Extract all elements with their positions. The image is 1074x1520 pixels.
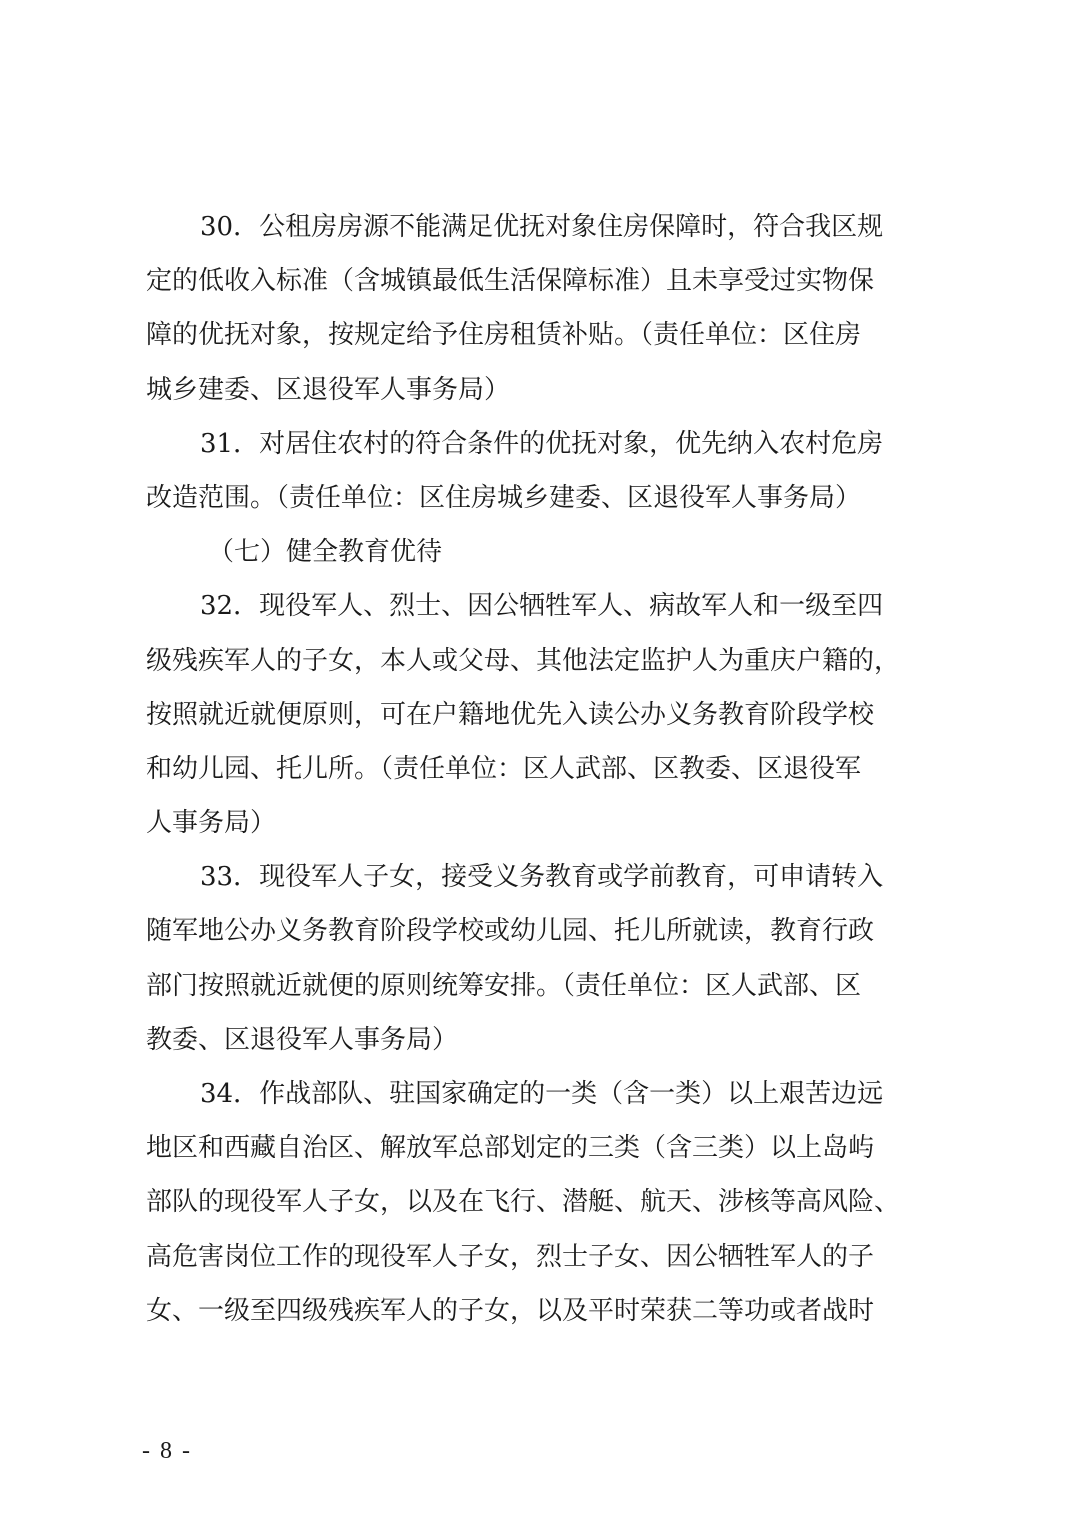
paragraph-30-line-1: 30．公租房房源不能满足优抚对象住房保障时，符合我区规 (200, 212, 884, 242)
paragraph-32-line-4: 和幼儿园、托儿所。（责任单位：区人武部、区教委、区退役军 (146, 753, 862, 784)
paragraph-34-line-2: 地区和西藏自治区、解放军总部划定的三类（含三类）以上岛屿 (146, 1133, 875, 1164)
paragraph-34-line-4: 高危害岗位工作的现役军人子女，烈士子女、因公牺牲军人的子 (146, 1241, 875, 1272)
section-heading-education: （七）健全教育优待 (208, 537, 443, 568)
page-number: - 8 - (142, 1438, 192, 1464)
paragraph-30-line-4: 城乡建委、区退役军人事务局） (146, 374, 511, 405)
paragraph-32-line-1: 32．现役军人、烈士、因公牺牲军人、病故军人和一级至四 (200, 591, 884, 622)
paragraph-33-line-4: 教委、区退役军人事务局） (146, 1024, 459, 1055)
paragraph-30-line-3: 障的优抚对象，按规定给予住房租赁补贴。（责任单位：区住房 (146, 320, 862, 351)
paragraph-33-line-3: 部门按照就近就便的原则统筹安排。（责任单位：区人武部、区 (146, 970, 862, 1001)
paragraph-30-line-2: 定的低收入标准（含城镇最低生活保障标准）且未享受过实物保 (146, 266, 875, 297)
document-body (146, 200, 942, 1338)
paragraph-33-line-1: 33．现役军人子女，接受义务教育或学前教育，可申请转入 (200, 862, 884, 893)
paragraph-31-line-1: 31．对居住农村的符合条件的优抚对象，优先纳入农村危房 (200, 428, 884, 459)
paragraph-34-line-3: 部队的现役军人子女，以及在飞行、潜艇、航天、涉核等高风险、 (146, 1187, 901, 1218)
paragraph-31-line-2: 改造范围。（责任单位：区住房城乡建委、区退役军人事务局） (146, 482, 862, 513)
paragraph-32-line-5: 人事务局） (146, 808, 277, 839)
paragraph-32-line-2: 级残疾军人的子女，本人或父母、其他法定监护人为重庆户籍的， (146, 645, 901, 676)
paragraph-34-line-1: 34．作战部队、驻国家确定的一类（含一类）以上艰苦边远 (200, 1079, 884, 1109)
paragraph-33-line-2: 随军地公办义务教育阶段学校或幼儿园、托儿所就读，教育行政 (146, 916, 875, 947)
paragraph-32-line-3: 按照就近就便原则，可在户籍地优先入读公办义务教育阶段学校 (146, 699, 875, 730)
paragraph-34-line-5: 女、一级至四级残疾军人的子女，以及平时荣获二等功或者战时 (146, 1295, 875, 1326)
